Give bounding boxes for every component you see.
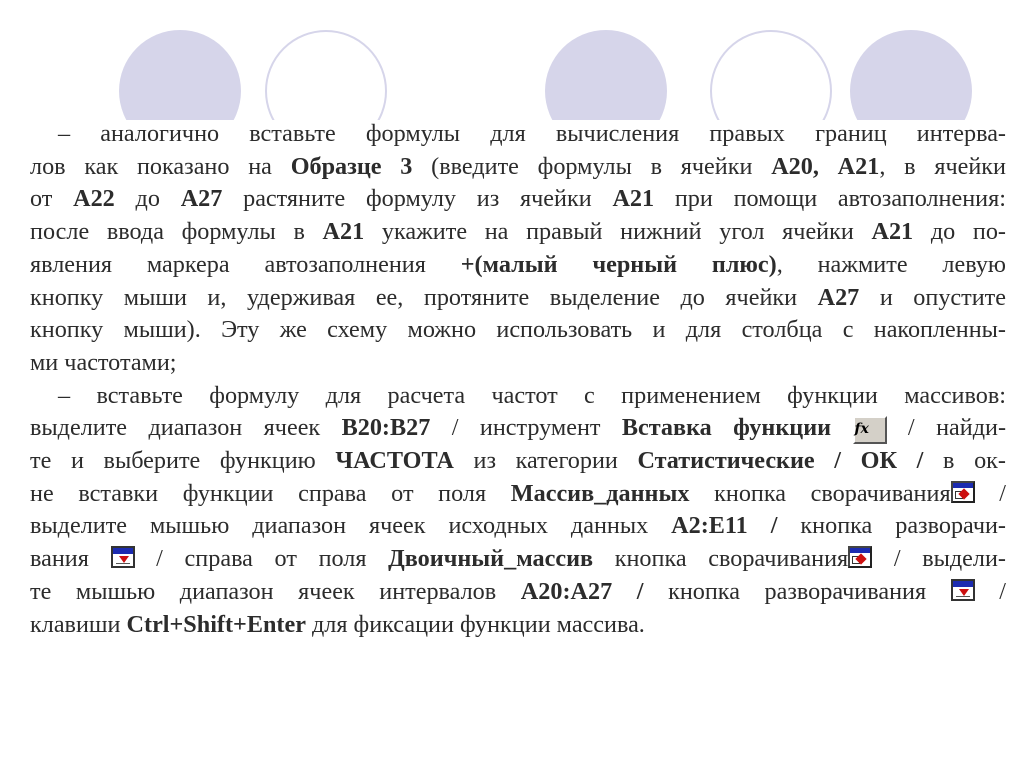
text-segment: выделите диапазон ячеек: [30, 414, 342, 442]
decorative-circle-filled: [119, 30, 241, 120]
text-line: [30, 543, 1006, 576]
text-segment: укажите на правый нижний угол ячейки: [364, 218, 872, 246]
bold-term: ЧАСТОТА: [335, 447, 454, 475]
text-line: [30, 151, 1006, 184]
text-line: [30, 282, 1006, 315]
text-segment: клавиши: [30, 610, 127, 638]
text-segment: те мышью диапазон ячеек интервалов: [30, 577, 521, 605]
expand-dialog-icon: [111, 546, 135, 568]
text-line: [30, 380, 1006, 413]
text-segment: до по-: [913, 218, 1006, 246]
text-segment: / выдели-: [872, 545, 1006, 573]
collapse-dialog-icon: [848, 546, 872, 568]
text-segment: [831, 414, 852, 441]
text-segment: при помощи автозаполнения:: [654, 185, 1006, 213]
text-line: [30, 347, 1006, 380]
text-segment: (введите формулы в ячейки: [412, 152, 772, 180]
text-line: [30, 183, 1006, 216]
decorative-circle-filled: [850, 30, 972, 120]
text-segment: кнопку мыши и, удерживая ее, протяните выделение до ячейки: [30, 283, 818, 311]
bold-term: В20:В27: [341, 414, 431, 442]
text-segment: вания: [30, 545, 111, 573]
bold-term: Статистические / ОК /: [637, 447, 924, 475]
bold-term: А20:А27 /: [520, 577, 644, 605]
text-line: [30, 510, 1006, 543]
text-segment: кнопка разворачивания: [643, 577, 951, 605]
text-segment: до: [114, 185, 181, 213]
bold-term: А27: [817, 283, 860, 311]
text-segment: после ввода формулы в: [30, 218, 323, 246]
text-segment: / найди-: [886, 414, 1007, 442]
instruction-text: [30, 118, 1006, 641]
text-line: [30, 216, 1006, 249]
bold-term: А21: [871, 218, 914, 246]
text-segment: от: [30, 185, 74, 213]
text-line: [30, 445, 1006, 478]
bold-term: А27: [180, 185, 223, 213]
bold-term: А2:Е11 /: [671, 512, 778, 540]
bold-term: А20, А21: [771, 152, 880, 180]
bold-term: Двоичный_массив: [388, 545, 594, 573]
decorative-circle-filled: [545, 30, 667, 120]
text-line: [30, 118, 1006, 151]
text-segment: из категории: [453, 447, 638, 475]
text-segment: кнопка разворачи-: [777, 512, 1006, 540]
bold-term: Вставка функции: [621, 414, 832, 442]
decorative-circle-outline: [710, 30, 832, 120]
text-segment: , нажмите левую: [776, 250, 1006, 278]
text-segment: , в ячейки: [879, 152, 1006, 180]
expand-dialog-icon: [951, 579, 975, 601]
bold-term: А21: [322, 218, 365, 246]
text-segment: кнопку мыши). Эту же схему можно использовать и для столбца с накопленны-: [30, 316, 1006, 344]
text-segment: не вставки функции справа от поля: [30, 479, 511, 507]
text-line: [30, 576, 1006, 609]
text-segment: явления маркера автозаполнения: [30, 250, 461, 278]
text-segment: лов как показано на: [30, 152, 291, 180]
text-segment: / справа от поля: [134, 545, 389, 573]
bold-term: Образце 3: [290, 152, 413, 180]
collapse-dialog-icon: [951, 481, 975, 503]
text-segment: для фиксации функции массива.: [305, 610, 645, 638]
text-segment: /: [974, 479, 1006, 507]
bold-term: А22: [73, 185, 115, 213]
text-line: [30, 609, 1006, 642]
bold-term: +(малый черный плюс): [460, 250, 777, 278]
text-segment: растяните формулу из ячейки: [222, 185, 613, 213]
decorative-circle-outline: [265, 30, 387, 120]
text-segment: те и выберите функцию: [30, 447, 336, 475]
text-segment: кнопка сворачивания: [593, 545, 849, 573]
bold-term: Ctrl+Shift+Enter: [126, 610, 306, 638]
text-line: [30, 412, 1006, 445]
text-line: [30, 314, 1006, 347]
function-fx-icon: fx: [853, 416, 887, 444]
text-segment: в ок-: [923, 447, 1006, 475]
text-segment: кнопка сворачивания: [689, 479, 951, 507]
bold-term: А21: [612, 185, 655, 213]
text-segment: – аналогично вставьте формулы для вычисления правых границ интерва-: [58, 120, 1006, 147]
text-segment: – вставьте формулу для расчета частот с применением функции массивов:: [58, 381, 1006, 409]
decorative-header: [0, 0, 1024, 120]
text-segment: / инструмент: [430, 414, 622, 442]
text-line: [30, 478, 1006, 511]
text-segment: ми частотами;: [30, 348, 177, 376]
text-segment: выделите мышью диапазон ячеек исходных данных: [30, 512, 672, 540]
bold-term: Массив_данных: [510, 479, 690, 507]
text-segment: и опустите: [859, 283, 1006, 311]
text-segment: /: [974, 577, 1006, 605]
text-line: [30, 249, 1006, 282]
